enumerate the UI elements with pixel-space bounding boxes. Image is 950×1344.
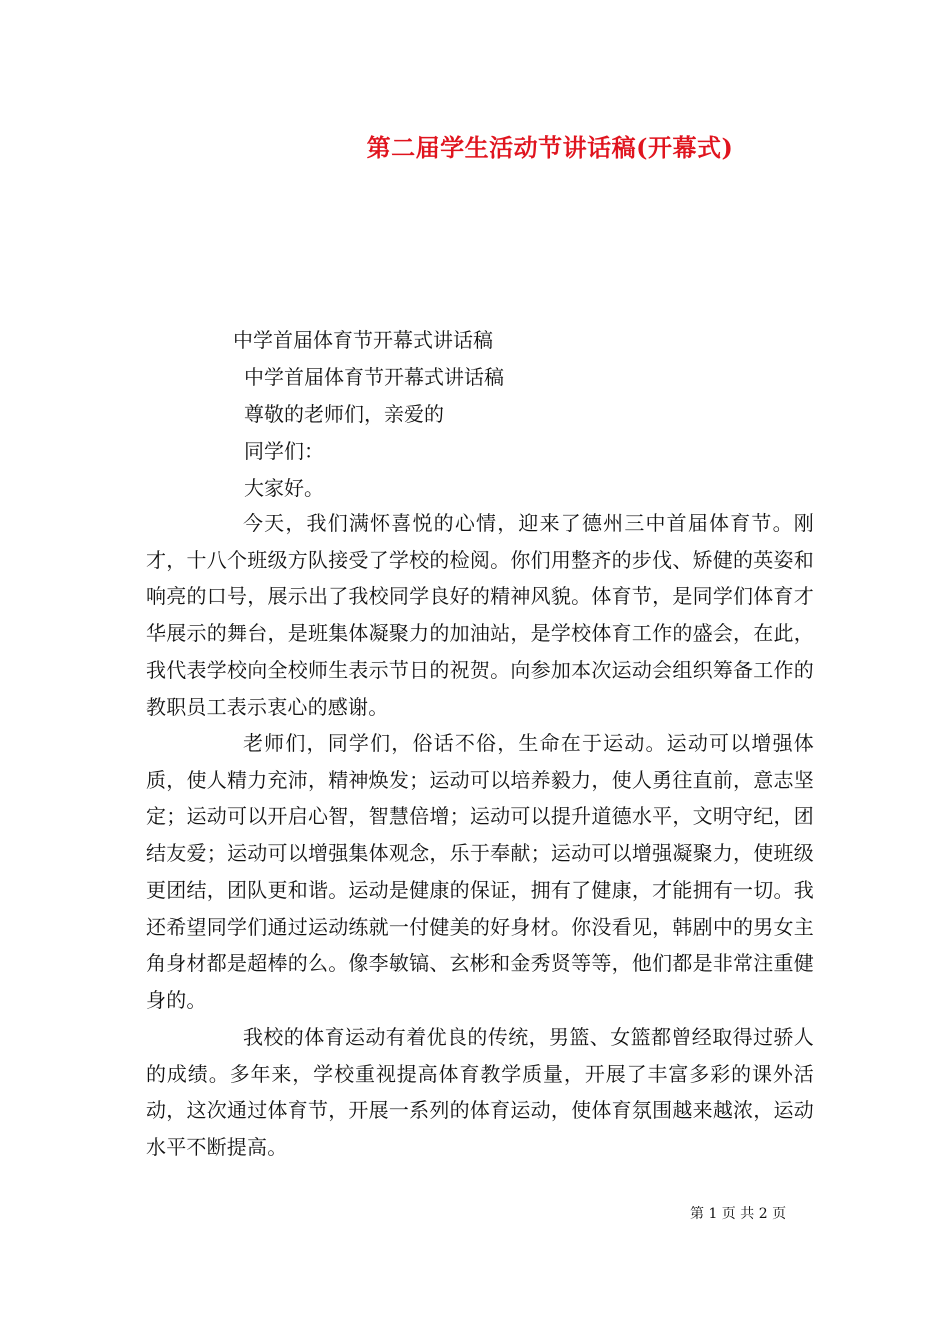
heading-line-2: 中学首届体育节开幕式讲话稿 [244, 365, 504, 389]
body-paragraph-1: 今天，我们满怀喜悦的心情，迎来了德州三中首届体育节。刚才，十八个班级方队接受了学校的检阅。你们用整齐的步伐、矫健的英姿和响亮的口号，展示出了我校同学良好的精神风貌。体育节，是同学们体育才华展示的舞台，是班集体凝聚力的加油站，是学校体育工作的盛会，在此，我代表学校向全校师生表示节日的祝贺。向参加本次运动会组织筹备工作的教职员工表示衷心的感谢。 [146, 511, 814, 719]
document-title: 第二届学生活动节讲话稿(开幕式) [366, 133, 734, 162]
body-paragraph-3: 我校的体育运动有着优良的传统，男篮、女篮都曾经取得过骄人的成绩。多年来，学校重视提高体育教学质量，开展了丰富多彩的课外活动，这次通过体育节，开展一系列的体育运动，使体育氛围越来越浓，运动水平不断提高。 [146, 1025, 814, 1160]
greeting-line: 大家好。 [244, 476, 324, 500]
salutation-line-2: 同学们： [244, 439, 324, 463]
body-paragraph-2: 老师们，同学们，俗话不俗，生命在于运动。运动可以增强体质，使人精力充沛，精神焕发；运动可以培养毅力，使人勇往直前，意志坚定；运动可以开启心智，智慧倍增；运动可以提升道德水平，文明守纪，团结友爱；运动可以增强集体观念，乐于奉献；运动可以增强凝聚力，使班级更团结，团队更和谐。运动是健康的保证，拥有了健康，才能拥有一切。我还希望同学们通过运动练就一付健美的好身材。你没看见，韩剧中的男女主角身材都是超棒的么。像李敏镐、玄彬和金秀贤等等，他们都是非常注重健身的。 [146, 731, 814, 1012]
salutation-line-1: 尊敬的老师们，亲爱的 [244, 402, 444, 426]
page-number-footer: 第 1 页 共 2 页 [690, 1206, 787, 1222]
heading-line-1: 中学首届体育节开幕式讲话稿 [233, 328, 493, 352]
